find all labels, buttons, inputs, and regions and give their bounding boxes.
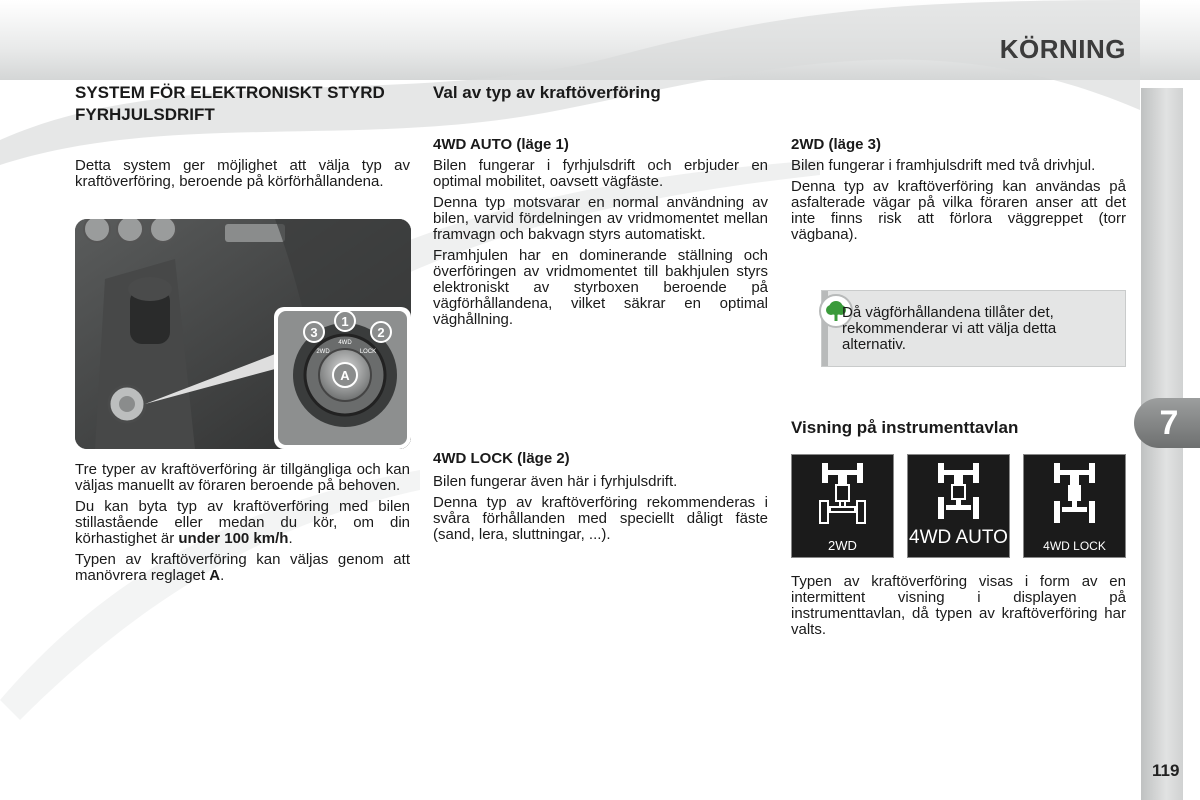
display-icon-4wd-lock bbox=[1023, 454, 1126, 558]
knob-position-1: 1 bbox=[341, 314, 349, 329]
intro-paragraph: Detta system ger möjlighet att välja typ av kraftöverföring, beroende på körförhållandena. bbox=[75, 157, 410, 190]
display-label: 4WD AUTO bbox=[909, 527, 1008, 548]
display-label: 2WD bbox=[828, 538, 857, 553]
auto-paragraph-3: Framhjulen har en dominerande ställning och överföringen av vridmomentet till bakhjulen styrs elektroniskt av styrboxen beroende på vägförhållandena, vilket säkrar en optimal väghållning. bbox=[433, 247, 768, 328]
auto-paragraph-1: Bilen fungerar i fyrhjulsdrift och erbjuder en optimal mobilitet, oavsett vägfäste. bbox=[433, 157, 768, 190]
paragraph-speed: Du kan byta typ av kraftöverföring med bilen stillastående eller medan du kör, om din körhastighet är under 100 km/h. bbox=[75, 498, 410, 547]
knob-position-2: 2 bbox=[377, 325, 385, 340]
display-label: 4WD LOCK bbox=[1043, 539, 1106, 553]
chapter-tab[interactable]: 7 bbox=[1134, 398, 1200, 448]
knob-center-label: A bbox=[340, 368, 350, 383]
tip-box bbox=[821, 290, 1126, 367]
speed-limit: under 100 km/h bbox=[178, 530, 289, 547]
auto-mode-body bbox=[433, 158, 768, 333]
page-number: 119 bbox=[1152, 761, 1180, 780]
display-icon-2wd bbox=[791, 454, 894, 558]
twowd-paragraph-2: Denna typ av kraftöverföring kan användas på asfalterade vägar på vilka föraren anser att det inte finns risk att förlora väggreppet (torr vägbana). bbox=[791, 178, 1126, 243]
twowd-mode-title: 2WD (läge 3) bbox=[791, 136, 882, 153]
auto-paragraph-2: Denna typ motsvarar en normal användning av bilen, varvid fördelningen av vridmomentet mellan framvagn och bakvagn styrs automatiskt. bbox=[433, 194, 768, 243]
twowd-paragraph-1: Bilen fungerar i framhjulsdrift med två drivhjul. bbox=[791, 157, 1096, 174]
control-letter: A bbox=[209, 567, 221, 584]
section-heading: SYSTEM FÖR ELEKTRONISKT STYRD FYRHJULSDRIFT bbox=[75, 83, 385, 124]
selection-heading: Val av typ av kraftöverföring bbox=[433, 83, 661, 102]
knob-label-lock: LOCK bbox=[359, 349, 377, 355]
auto-mode-title: 4WD AUTO (läge 1) bbox=[433, 136, 569, 153]
knob-position-3: 3 bbox=[310, 325, 318, 340]
display-heading: Visning på instrumenttavlan bbox=[791, 418, 1019, 437]
lock-paragraph-2: Denna typ av kraftöverföring rekommenderas i svåra förhållanden med speciellt dåligt fäste (sand, lera, sluttningar, ...). bbox=[433, 494, 768, 543]
lock-paragraph-1: Bilen fungerar även här i fyrhjulsdrift. bbox=[433, 473, 678, 490]
drivetrain-auto-icon bbox=[908, 455, 1009, 527]
knob-label-auto: 4WD bbox=[338, 340, 352, 346]
gear-knob-photo bbox=[75, 219, 411, 449]
drivetrain-lock-icon bbox=[1024, 455, 1125, 531]
display-icon-4wd-auto bbox=[907, 454, 1010, 558]
display-paragraph: Typen av kraftöverföring visas i form av en intermittent visning i displayen på instrumenttavlan, då typen av kraftöverföring har valts. bbox=[791, 573, 1126, 638]
chapter-title: KÖRNING bbox=[999, 34, 1126, 64]
lock-mode-title: 4WD LOCK (läge 2) bbox=[433, 450, 570, 467]
paragraph-types: Tre typer av kraftöverföring är tillgängliga och kan väljas manuellt av föraren beroende på behoven. bbox=[75, 461, 410, 494]
twowd-mode-body bbox=[791, 158, 1126, 248]
lock-mode-body bbox=[433, 474, 768, 548]
drivetrain-2wd-icon bbox=[792, 455, 893, 531]
knob-label-2wd: 2WD bbox=[316, 349, 330, 355]
left-body bbox=[75, 462, 410, 589]
tip-text: Då vägförhållandena tillåter det, rekommenderar vi att välja detta alternativ. bbox=[842, 304, 1057, 353]
paragraph-control: Typen av kraftöverföring kan väljas genom att manövrera reglaget A. bbox=[75, 551, 410, 584]
